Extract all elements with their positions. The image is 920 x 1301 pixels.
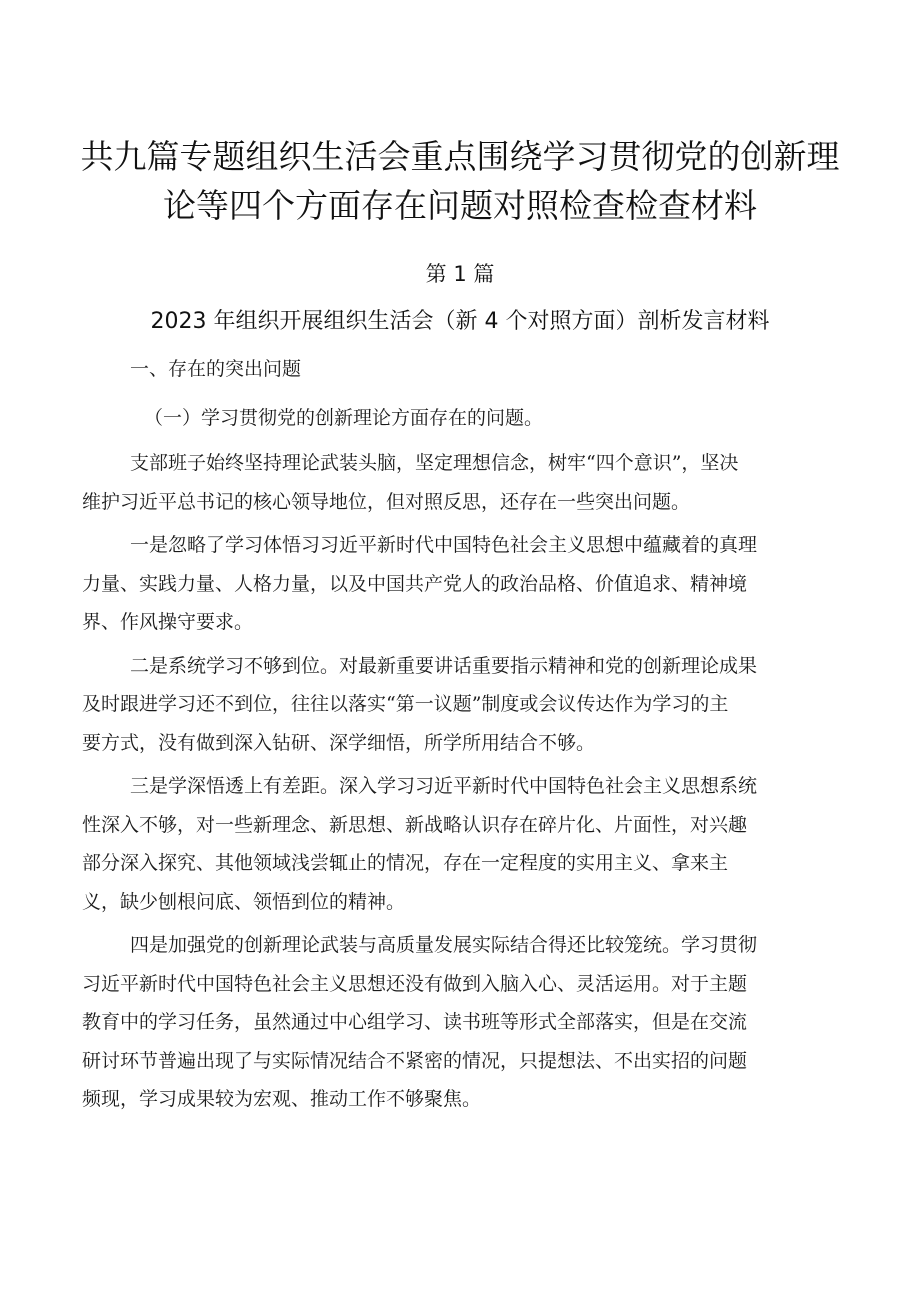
heading-level-2: （一）学习贯彻党的创新理论方面存在的问题。 [144, 406, 544, 429]
paragraph-line: 及时跟进学习还不到位，往往以落实“第一议题”制度或会议传达作为学习的主 [82, 693, 729, 715]
section-number: 第 1 篇 [425, 262, 495, 286]
paragraph-line: 习近平新时代中国特色社会主义思想还没有做到入脑入心、灵活运用。对于主题 [82, 972, 748, 995]
paragraph-line: 力量、实践力量、人格力量，以及中国共产党人的政治品格、价值追求、精神境 [82, 572, 748, 595]
paragraph-line: 性深入不够，对一些新理念、新思想、新战略认识存在碎片化、片面性，对兴趣 [82, 813, 748, 836]
paragraph-line: 义，缺少刨根问底、领悟到位的精神。 [82, 890, 406, 913]
paragraph-line: 三是学深悟透上有差距。深入学习习近平新时代中国特色社会主义思想系统 [130, 775, 758, 797]
paragraph-line: 四是加强党的创新理论武装与高质量发展实际结合得还比较笼统。学习贯彻 [130, 934, 758, 956]
section-title: 2023 年组织开展组织生活会（新 4 个对照方面）剖析发言材料 [150, 309, 770, 334]
document-title-line-2: 论等四个方面存在问题对照检查检查材料 [163, 186, 757, 226]
paragraph-line: 部分深入探究、其他领域浅尝辄止的情况，存在一定程度的实用主义、拿来主 [82, 852, 729, 874]
paragraph-line: 频现，学习成果较为宏观、推动工作不够聚焦。 [82, 1088, 482, 1110]
paragraph-5 [82, 926, 850, 1119]
paragraph-line: 界、作风操守要求。 [82, 611, 254, 633]
paragraph-line: 维护习近平总书记的核心领导地位，但对照反思，还存在一些突出问题。 [82, 490, 691, 513]
paragraph-line: 教育中的学习任务，虽然通过中心组学习、读书班等形式全部落实，但是在交流 [82, 1011, 748, 1033]
document-body [82, 350, 850, 1124]
paragraph-line: 研讨环节普遍出现了与实际情况结合不紧密的情况，只提想法、不出实招的问题 [82, 1049, 748, 1072]
paragraph-line: 二是系统学习不够到位。对最新重要讲话重要指示精神和党的创新理论成果 [130, 654, 758, 677]
paragraph-1 [82, 444, 850, 521]
paragraph-3 [82, 647, 850, 763]
heading-level-1: 一、存在的突出问题 [130, 358, 302, 380]
document-title-line-1: 共九篇专题组织生活会重点围绕学习贯彻党的创新理 [80, 137, 840, 177]
paragraph-2 [82, 526, 850, 642]
document-title [80, 132, 840, 230]
paragraph-line: 一是忽略了学习体悟习习近平新时代中国特色社会主义思想中蕴藏着的真理 [130, 534, 758, 556]
paragraph-4 [82, 767, 850, 921]
paragraph-line: 要方式，没有做到深入钻研、深学细悟，所学所用结合不够。 [82, 731, 596, 754]
paragraph-line: 支部班子始终坚持理论武装头脑，坚定理想信念，树牢“四个意识”，坚决 [130, 452, 739, 474]
